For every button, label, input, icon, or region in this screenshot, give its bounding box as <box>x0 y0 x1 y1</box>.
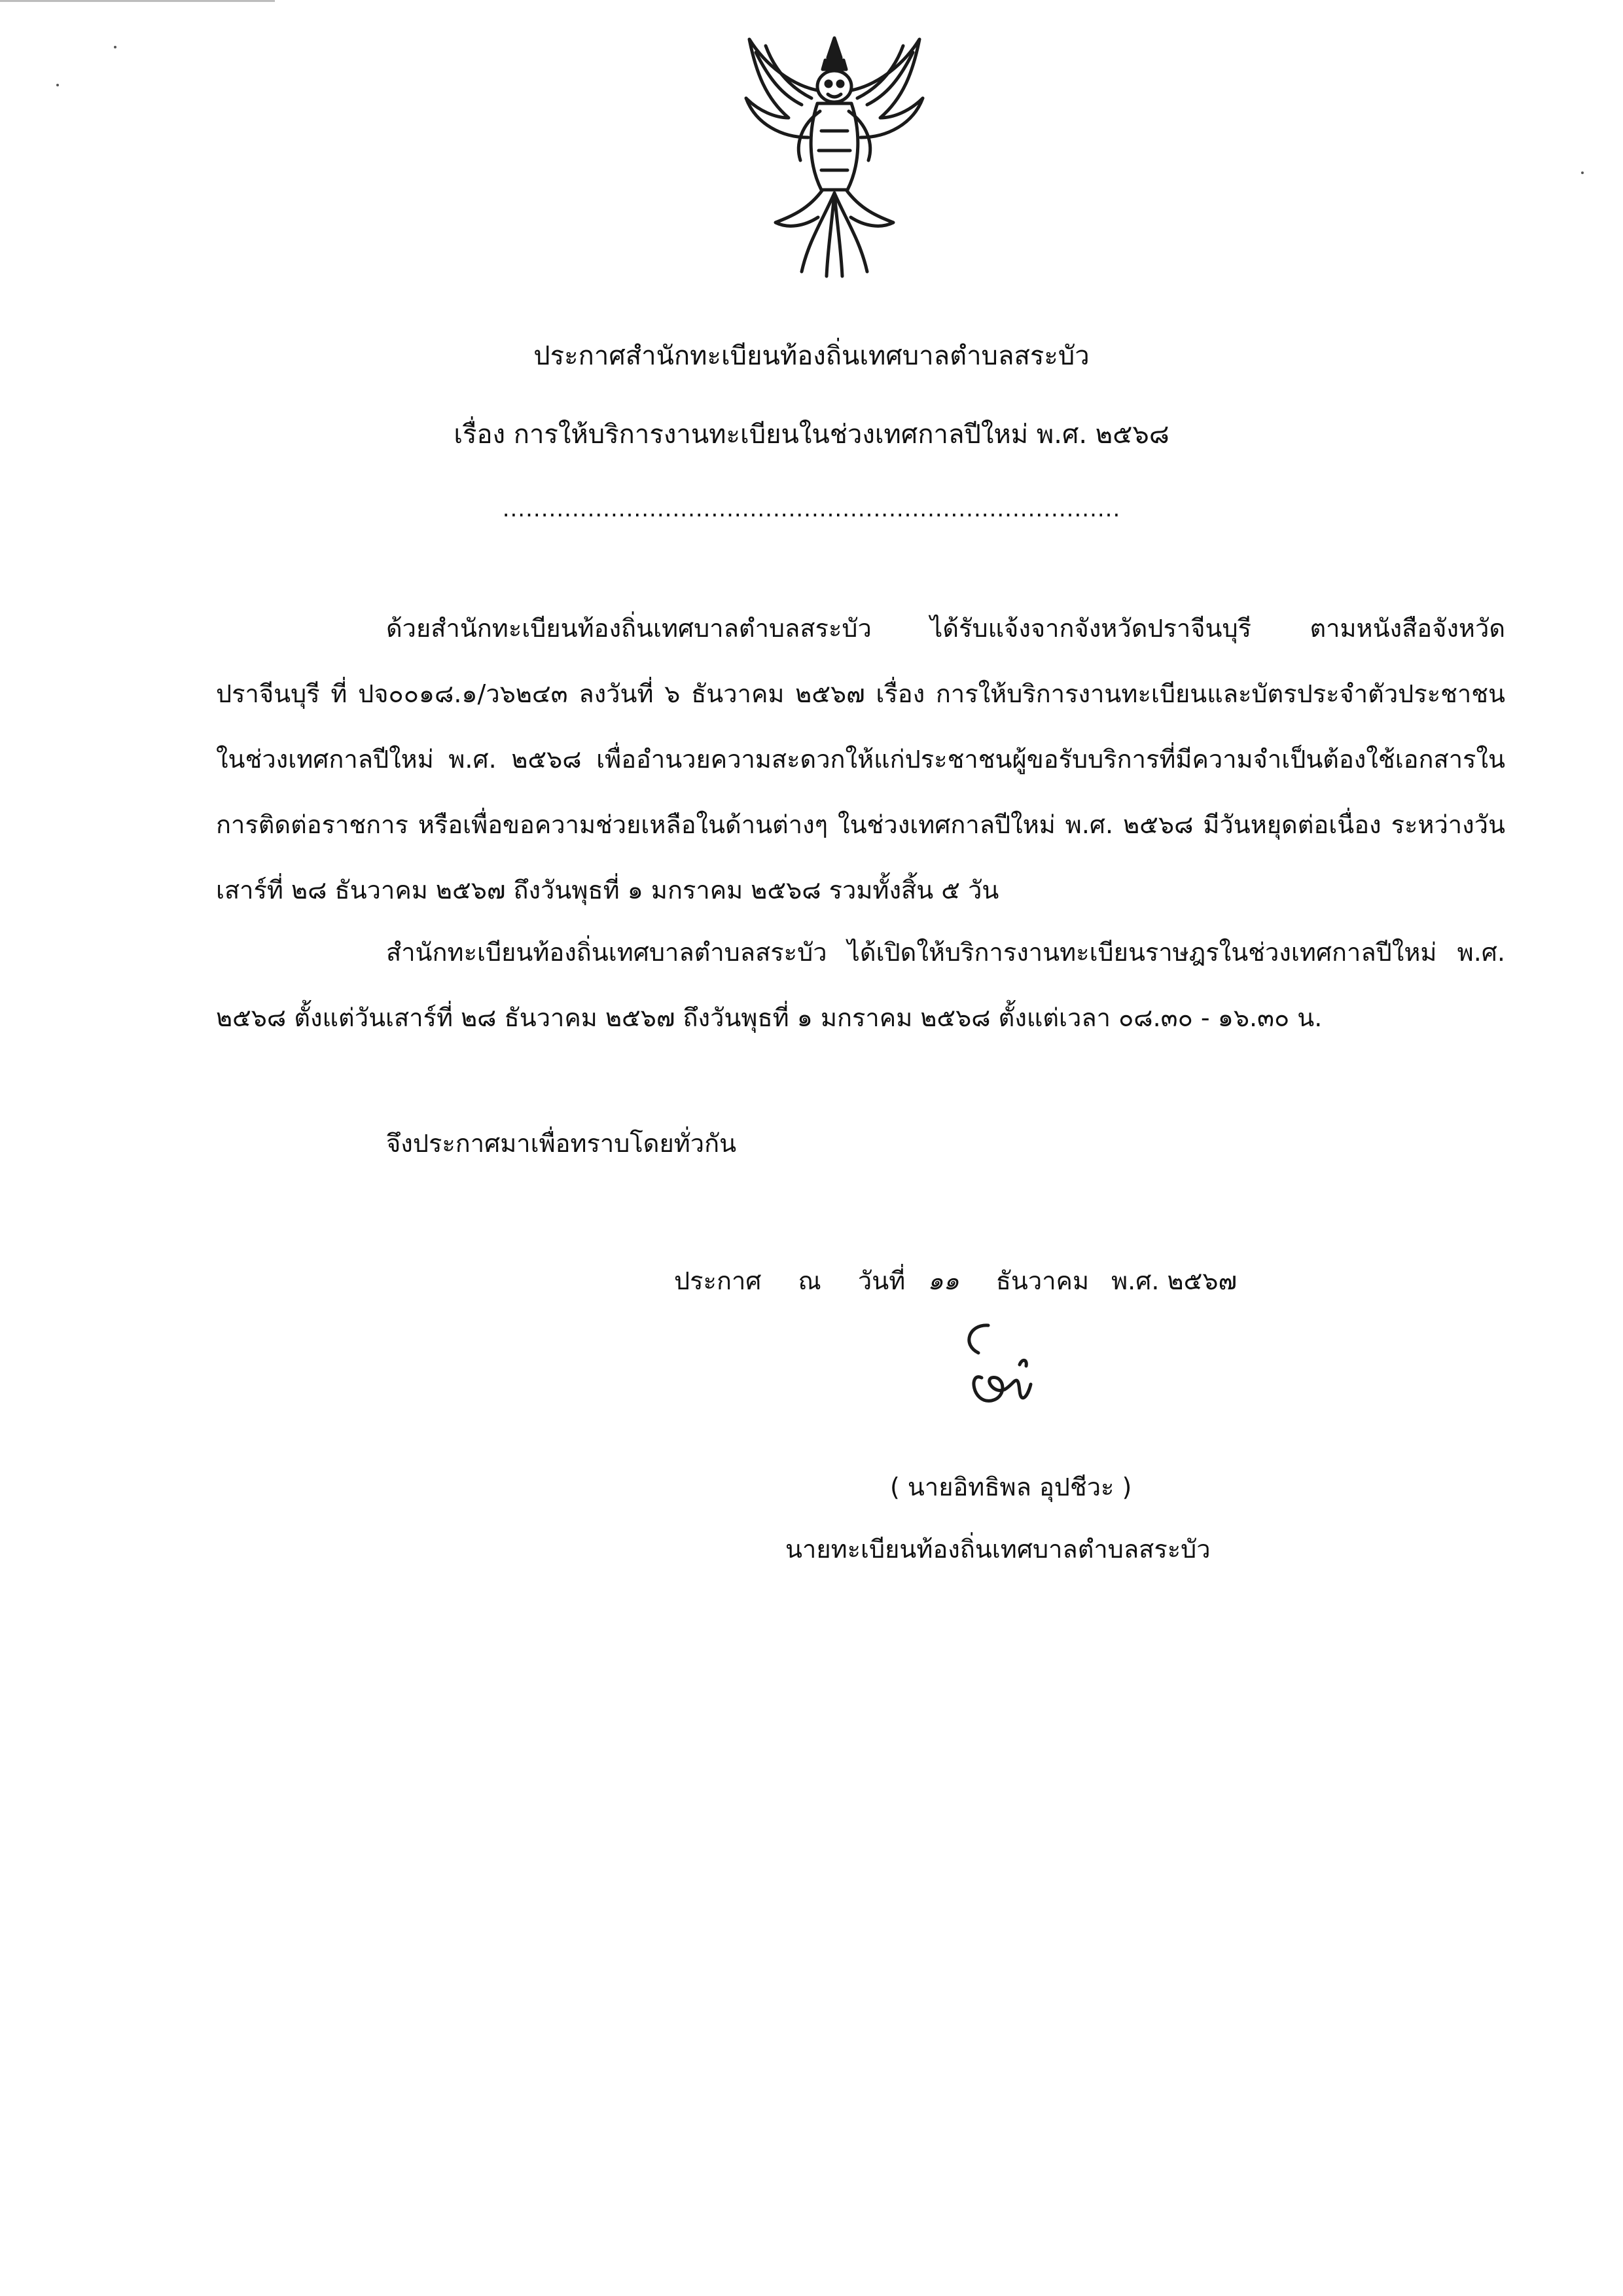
handwritten-signature <box>942 1312 1073 1417</box>
scan-speck <box>56 84 59 86</box>
body-paragraph: ด้วยสำนักทะเบียนท้องถิ่นเทศบาลตำบลสระบัว ได้รับแจ้งจากจังหวัดปราจีนบุรี ตามหนังสือจังหวัดปราจีนบุรี ที่ ปจ๐๐๑๘.๑/ว๖๒๔๓ ลงวันที่ ๖ ธันวาคม ๒๕๖๗ เรื่อง การให้บริการงานทะเบียนและบัตรประจำตัวประชาชน ในช่วงเทศกาลปีใหม่ พ.ศ. ๒๕๖๘ เพื่ออำนวยความสะดวกให้แก่ประชาชนผู้ขอรับบริการที่มีความจำเป็นต้องใช้เอกสารในการติดต่อราชการ หรือเพื่อขอความช่วยเหลือในด้านต่างๆ ในช่วงเทศกาลปีใหม่ พ.ศ. ๒๕๖๘ มีวันหยุดต่อเนื่อง ระหว่างวันเสาร์ที่ ๒๘ ธันวาคม ๒๕๖๗ ถึงวันพุธที่ ๑ มกราคม ๒๕๖๘ รวมทั้งสิ้น ๕ วัน <box>216 614 1505 905</box>
announcement-date-line <box>674 1266 1237 1297</box>
scan-speck <box>1581 171 1584 174</box>
scan-speck <box>114 46 116 48</box>
closing-statement: จึงประกาศมาเพื่อทราบโดยทั่วกัน <box>386 1129 737 1158</box>
signer-name: ( นายอิทธิพล อุปชีวะ ) <box>890 1473 1132 1501</box>
signer-position: นายทะเบียนท้องถิ่นเทศบาลตำบลสระบัว <box>785 1535 1211 1564</box>
date-prefix: ประกาศ <box>674 1266 762 1295</box>
date-month: ธันวาคม <box>995 1266 1090 1295</box>
date-at: ณ <box>798 1266 821 1295</box>
date-day-label: วันที่ <box>857 1266 906 1295</box>
scan-edge-line <box>0 0 275 2</box>
announcement-title: ประกาศสำนักทะเบียนท้องถิ่นเทศบาลตำบลสระบัว <box>533 341 1090 371</box>
announcement-subject: เรื่อง การให้บริการงานทะเบียนในช่วงเทศกาลปีใหม่ พ.ศ. ๒๕๖๘ <box>454 420 1169 450</box>
dotted-separator: ................................................................................ <box>502 496 1121 522</box>
body-paragraph: สำนักทะเบียนท้องถิ่นเทศบาลตำบลสระบัว ได้เปิดให้บริการงานทะเบียนราษฎรในช่วงเทศกาลปีใหม่ พ.ศ. ๒๕๖๘ ตั้งแต่วันเสาร์ที่ ๒๘ ธันวาคม ๒๕๖๗ ถึงวันพุธที่ ๑ มกราคม ๒๕๖๘ ตั้งแต่เวลา ๐๘.๓๐ - ๑๖.๓๐ น. <box>216 938 1505 1032</box>
date-day-handwritten: ๑๑ <box>927 1266 959 1295</box>
date-year: พ.ศ. ๒๕๖๗ <box>1111 1266 1238 1295</box>
garuda-emblem-icon <box>730 26 939 281</box>
